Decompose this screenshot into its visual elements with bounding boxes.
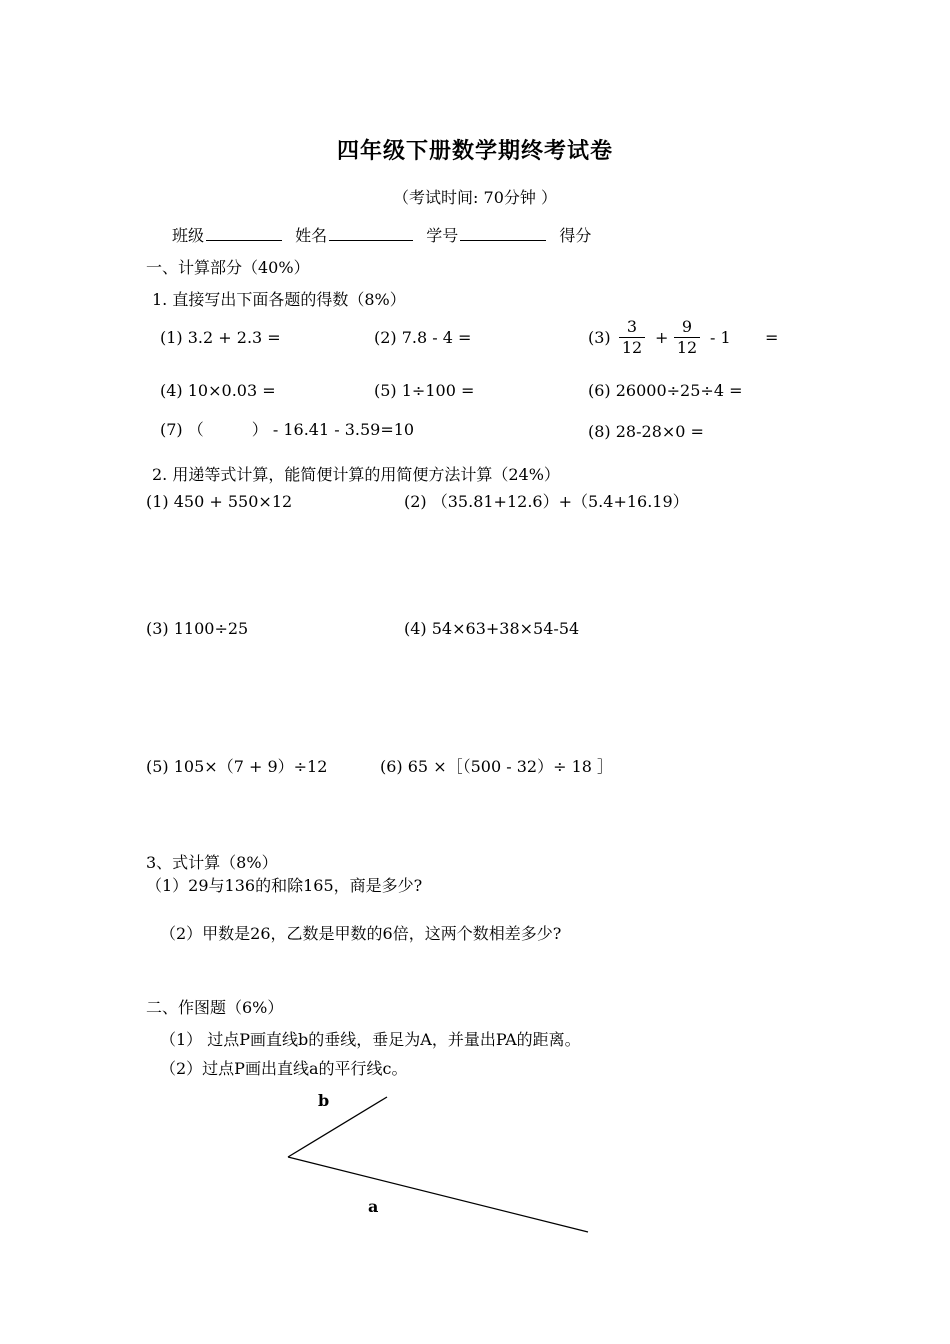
part1-item-7: (7) （ ） - 16.41 - 3.59=10 xyxy=(160,420,415,439)
part1-item-5: (5) 1÷100 = xyxy=(374,381,475,400)
fraction-9-12: 9 12 xyxy=(674,318,700,357)
id-label: 学号 xyxy=(426,226,459,245)
part1-item-1: (1) 3.2 + 2.3 = xyxy=(160,328,281,347)
part1-item-2: (2) 7.8 - 4 = xyxy=(374,328,472,347)
part2-item-2: (2) （35.81+12.6）+（5.4+16.19） xyxy=(404,492,689,511)
name-label: 姓名 xyxy=(295,226,328,245)
part2-item-1: (1) 450 + 550×12 xyxy=(146,492,293,511)
fraction-minus-one: - 1 xyxy=(710,328,731,347)
part3-heading: 3、式计算（8%） xyxy=(146,853,278,872)
score-label: 得分 xyxy=(559,226,592,245)
part3-item-2: （2）甲数是26，乙数是甲数的6倍，这两个数相差多少? xyxy=(160,924,562,943)
part1-item-6: (6) 26000÷25÷4 = xyxy=(588,381,743,400)
class-label: 班级 xyxy=(172,226,205,245)
exam-title: 四年级下册数学期终考试卷 xyxy=(336,138,613,164)
fraction-3-12: 3 12 xyxy=(619,318,645,357)
part2-item-6: (6) 65 ×［（500 - 32）÷ 18 ］ xyxy=(380,757,614,776)
part3-item-1: （1）29与136的和除165，商是多少? xyxy=(146,876,423,895)
fraction-equals: = xyxy=(765,328,779,347)
fraction-plus: + xyxy=(655,328,669,347)
part1-item-8: (8) 28-28×0 = xyxy=(588,422,704,441)
section1-heading: 一、计算部分（40%） xyxy=(146,258,310,277)
label-a: a xyxy=(368,1197,379,1216)
part2-heading: 2. 用递等式计算，能简便计算的用简便方法计算（24%） xyxy=(152,465,560,484)
part2-item-5: (5) 105×（7 + 9）÷12 xyxy=(146,757,328,776)
line-b xyxy=(288,1097,387,1157)
part2-item-3: (3) 1100÷25 xyxy=(146,619,249,638)
exam-time-note: （考试时间: 70分钟 ） xyxy=(393,188,557,207)
section2-item-1: （1） 过点P画直线b的垂线，垂足为A，并量出PA的距离。 xyxy=(160,1030,581,1049)
part1-item-3: (3) xyxy=(588,328,611,347)
part1-item-4: (4) 10×0.03 = xyxy=(160,381,276,400)
section2-heading: 二、作图题（6%） xyxy=(146,998,284,1017)
section2-item-2: （2）过点P画出直线a的平行线c。 xyxy=(160,1059,408,1078)
label-b: b xyxy=(318,1091,330,1110)
part2-item-4: (4) 54×63+38×54-54 xyxy=(404,619,580,638)
part1-heading: 1. 直接写出下面各题的得数（8%） xyxy=(152,290,406,309)
line-a xyxy=(288,1157,588,1232)
